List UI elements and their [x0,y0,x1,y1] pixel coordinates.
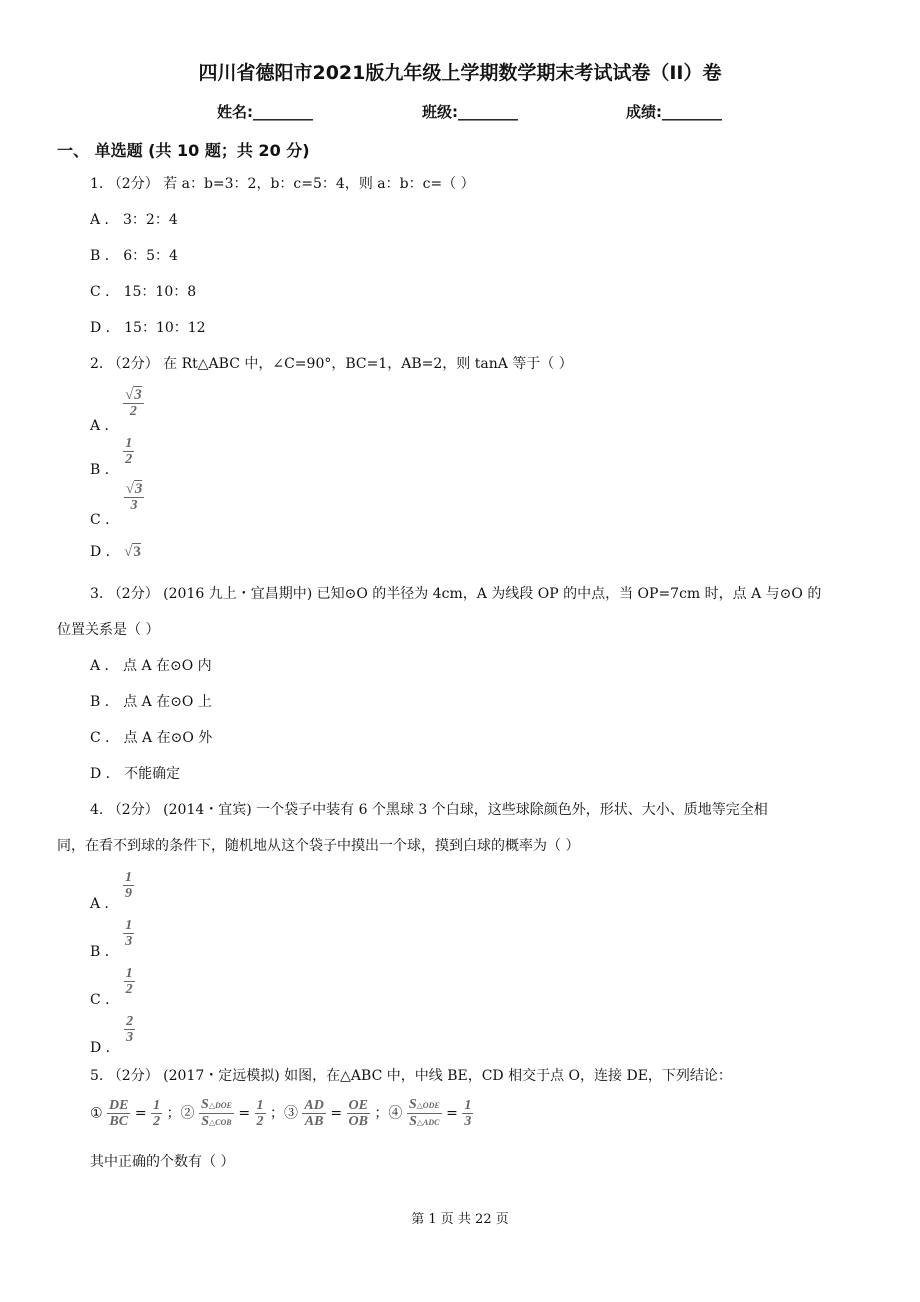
conclusion-2-marker: ；② [166,1105,195,1122]
page-title: 四川省德阳市2021版九年级上学期数学期末考试试卷（II）卷 [198,62,722,84]
question-3-option-c: C ． 点 A 在⊙O 外 [90,730,213,746]
fraction-area-ode-over-adc: $\frac{\text{S△ODE}}{\text{S△ADC}}$ [408,1097,440,1129]
name-field-label: 姓名:________ [217,103,313,121]
question-2-option-d [90,543,141,561]
sqrt-3: √3 [124,544,141,560]
equals-sign: = [238,1105,251,1122]
option-label: B ． [90,943,119,960]
fraction-1-over-2: $\frac{1}{2}$ [256,1098,264,1129]
option-label: A ． [90,895,119,912]
question-2-option-c [90,481,144,528]
question-3-option-d: D ． 不能确定 [90,766,181,782]
question-4-stem-line1: 4. （2分） (2014・宜宾) 一个袋子中装有 6 个黑球 3 个白球，这些球除颜色外，形状、大小、质地等完全相 [90,802,768,818]
fraction-area-doe-over-cob: $\frac{\text{S△DOE}}{\text{S△COB}}$ [201,1097,232,1129]
question-2-option-b [90,436,134,478]
question-5-stem: 5. （2分） (2017・定远模拟) 如图，在△ABC 中，中线 BE，CD 相交于点 O，连接 DE，下列结论： [90,1068,732,1084]
option-label: B ． [90,461,119,478]
fraction-1-over-3: $\frac{1}{3}$ [125,918,133,949]
question-3-option-b: B ． 点 A 在⊙O 上 [90,694,212,710]
fraction-1-over-2: $\frac{1}{2}$ [125,436,133,467]
page-footer: 第 1 页 共 22 页 [411,1212,509,1227]
question-4-option-a [90,870,134,912]
score-field-label: 成绩:________ [626,103,722,121]
conclusion-3-marker: ；③ [269,1105,298,1122]
option-label: D ． [90,1039,120,1056]
option-label: C ． [90,991,120,1008]
question-4-option-b [90,918,134,960]
fraction-1-over-3: $\frac{1}{3}$ [464,1098,472,1129]
fraction-2-over-3: $\frac{2}{3}$ [126,1014,134,1045]
sqrt-expression: √3 [125,481,143,497]
conclusion-1-marker: ① [90,1105,103,1122]
question-3-stem-line2: 位置关系是（ ） [57,622,160,638]
section-heading: 一、 单选题 (共 10 题；共 20 分) [57,141,310,160]
option-label: C ． [90,511,120,528]
question-3-stem-line1: 3. （2分） (2016 九上・宜昌期中) 已知⊙O 的半径为 4cm，A 为线段 OP 的中点，当 OP=7cm 时，点 A 与⊙O 的 [90,586,822,602]
equals-sign: = [134,1105,147,1122]
question-1-option-b: B ． 6：5：4 [90,248,178,264]
fraction-sqrt3-over-2: $\frac{√3}{2}$ [125,387,142,419]
equals-sign: = [446,1105,458,1122]
fraction-oe-over-ob: $\frac{OE}{OB}$ [348,1098,368,1129]
question-4-stem-line2: 同，在看不到球的条件下，随机地从这个袋子中摸出一个球，摸到白球的概率为（ ） [57,838,580,854]
question-4-option-c [90,966,135,1008]
fraction-1-over-9: $\frac{1}{9}$ [125,870,133,901]
question-5-conclusions [90,1097,473,1130]
question-1-option-d: D ． 15：10：12 [90,320,206,336]
option-label: D ． [90,544,120,560]
fraction-1-over-2: $\frac{1}{2}$ [125,966,133,997]
fraction-ad-over-ab: $\frac{AD}{AB}$ [304,1098,324,1129]
class-field-label: 班级:________ [422,103,518,121]
question-2-option-a [90,387,144,434]
sqrt-expression: √3 [125,387,142,403]
question-3-option-a: A ． 点 A 在⊙O 内 [90,658,212,674]
question-1-option-a: A ． 3：2：4 [90,212,178,228]
conclusion-4-marker: ；④ [374,1105,403,1122]
question-1-stem: 1. （2分） 若 a：b=3：2，b：c=5：4，则 a：b：c=（ ） [90,176,475,192]
option-label: A ． [90,417,119,434]
fraction-de-over-bc: $\frac{DE}{BC}$ [109,1098,129,1129]
question-1-option-c: C ． 15：10：8 [90,284,197,300]
question-4-option-d [90,1014,135,1056]
question-5-tail: 其中正确的个数有（ ） [90,1154,235,1170]
equals-sign: = [330,1105,343,1122]
fraction-1-over-2: $\frac{1}{2}$ [153,1098,161,1129]
question-2-stem: 2. （2分） 在 Rt△ABC 中，∠C=90°，BC=1，AB=2，则 tanA 等于（ ） [90,356,573,372]
fraction-sqrt3-over-3: $\frac{√3}{3}$ [125,481,143,513]
